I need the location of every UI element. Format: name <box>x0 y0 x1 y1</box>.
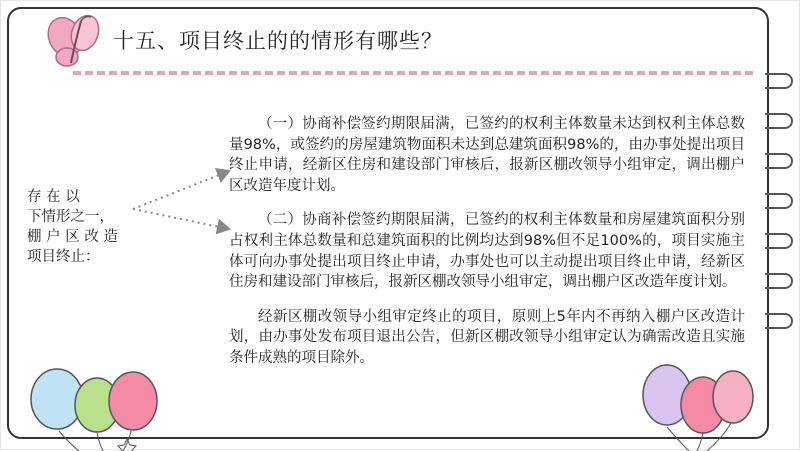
page-title: 十五、项目终止的的情形有哪些？ <box>113 29 443 53</box>
balloons-right-icon <box>637 357 757 451</box>
side-label-line: 存 在 以 <box>27 189 80 205</box>
binder-ring-icon <box>765 113 793 129</box>
butterfly-icon <box>41 13 111 73</box>
dotted-arrows-icon <box>129 161 239 241</box>
binder-ring-icon <box>765 233 793 249</box>
paragraph-1: （一）协商补偿签约期限届满，已签约的权利主体数量未达到权利主体总数量98%，或签约的房屋建筑物面积未达到总建筑面积98%的，由办事处提出项目终止申请，经新区住房和建设部门审核后，报新区棚改领导小组审定，调出棚户区改造年度计划。 <box>229 116 745 194</box>
side-label-line: 下情形之一， <box>27 209 114 225</box>
binder-ring-icon <box>765 193 793 209</box>
binder-ring-icon <box>765 153 793 169</box>
paragraph-2: （二）协商补偿签约期限届满，已签约的权利主体数量和房屋建筑面积分别占权利主体总数量和总建筑面积的比例均达到98%但不足100%的，项目实施主体可向办事处提出项目终止申请，办事处也可以主动提出项目终止申请，经新区住房和建设部门审核后，报新区棚改领导小组审定，调出棚户区改造年度计划。 <box>229 212 745 291</box>
content-body <box>229 114 745 383</box>
title-divider <box>73 71 753 75</box>
side-label-line: 棚 户 区 改 造 <box>27 229 118 245</box>
side-label-line: 项目终止： <box>27 249 100 265</box>
binder-ring-icon <box>765 313 793 329</box>
balloons-left-icon <box>19 361 169 451</box>
side-label <box>27 187 135 267</box>
binder-ring-icon <box>765 273 793 289</box>
binder-ring-icon <box>765 73 793 89</box>
paragraph-3: 经新区棚改领导小组审定终止的项目，原则上5年内不再纳入棚户区改造计划，由办事处发布项目退出公告，但新区棚改领导小组审定认为确需改造且实施条件成熟的项目除外。 <box>229 308 745 366</box>
